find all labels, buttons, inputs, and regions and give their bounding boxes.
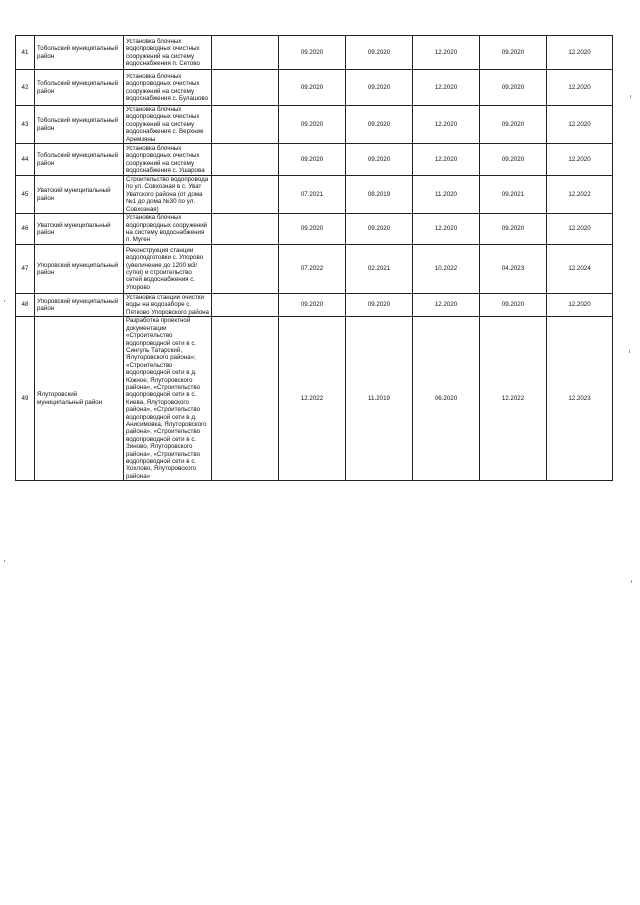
date-cell-2: 09.2020 bbox=[346, 214, 413, 245]
row-number: 45 bbox=[16, 176, 35, 214]
date-cell-2: 11.2019 bbox=[346, 317, 413, 481]
date-cell-3: 12.2020 bbox=[413, 36, 480, 70]
scan-artifact bbox=[631, 580, 632, 583]
table-body bbox=[16, 36, 613, 481]
row-number: 42 bbox=[16, 70, 35, 106]
date-cell-4: 12.2022 bbox=[480, 317, 547, 481]
row-number: 48 bbox=[16, 294, 35, 317]
date-cell-1: 09.2020 bbox=[279, 106, 346, 144]
date-cell-4: 09.2020 bbox=[480, 294, 547, 317]
scan-artifact bbox=[4, 560, 5, 562]
date-cell-3: 12.2020 bbox=[413, 294, 480, 317]
date-cell-1: 12.2022 bbox=[279, 317, 346, 481]
date-cell-4: 09.2020 bbox=[480, 70, 547, 106]
empty-cell bbox=[212, 176, 279, 214]
date-cell-5: 12.2023 bbox=[547, 317, 613, 481]
date-cell-2: 02.2021 bbox=[346, 245, 413, 294]
table-row bbox=[16, 70, 613, 106]
scan-artifact bbox=[629, 350, 630, 353]
description-cell: Установка блочных водопроводных очистных сооружений на систему водоснабжения с. Ушарова bbox=[124, 144, 212, 176]
date-cell-3: 12.2020 bbox=[413, 70, 480, 106]
district-cell: Ялуторовский муниципальный район bbox=[35, 317, 124, 481]
date-cell-5: 12.2020 bbox=[547, 36, 613, 70]
date-cell-4: 09.2020 bbox=[480, 144, 547, 176]
scan-artifact bbox=[4, 300, 5, 302]
description-cell: Установка блочных водопроводных сооружений на систему водоснабжения п. Муген bbox=[124, 214, 212, 245]
date-cell-5: 12.2020 bbox=[547, 106, 613, 144]
date-cell-3: 10.2022 bbox=[413, 245, 480, 294]
date-cell-3: 12.2020 bbox=[413, 106, 480, 144]
date-cell-1: 09.2020 bbox=[279, 294, 346, 317]
row-number: 47 bbox=[16, 245, 35, 294]
date-cell-2: 09.2020 bbox=[346, 106, 413, 144]
empty-cell bbox=[212, 36, 279, 70]
date-cell-3: 12.2020 bbox=[413, 144, 480, 176]
table-row bbox=[16, 214, 613, 245]
table-row bbox=[16, 176, 613, 214]
district-cell: Уватский муниципальный район bbox=[35, 176, 124, 214]
description-cell: Реконструкция станции водоподготовки с. Упорово (увеличение до 1200 м3/сутки) и строительство сетей водоснабжения с. Упорово bbox=[124, 245, 212, 294]
row-number: 41 bbox=[16, 36, 35, 70]
date-cell-5: 12.2020 bbox=[547, 214, 613, 245]
description-cell: Установка станции очистки воды на водозаборе с. Пятково Упоровского района bbox=[124, 294, 212, 317]
table-row bbox=[16, 144, 613, 176]
date-cell-1: 07.2021 bbox=[279, 176, 346, 214]
schedule-table bbox=[15, 35, 613, 481]
date-cell-1: 09.2020 bbox=[279, 36, 346, 70]
description-cell: Строительство водопровода по ул. Совхозная в с. Уват Уватского района (от дома №1 до дома №30 по ул. Совхозная) bbox=[124, 176, 212, 214]
empty-cell bbox=[212, 214, 279, 245]
row-number: 49 bbox=[16, 317, 35, 481]
district-cell: Тобольский муниципальный район bbox=[35, 144, 124, 176]
date-cell-1: 09.2020 bbox=[279, 144, 346, 176]
description-cell: Разработка проектной документации «Строительство водопроводной сети в с. Сингуль Татарский, Ялуторовского района»; «Строительство водопроводной сети в д. Южное, Ялуторовского района», «Строительство водопроводной сети в с. Киева, Ялуторовского района», «Строительство водопроводной сети в д. Анисимовка, Ялуторовского района», «Строительство водопроводной сети в с. Зиново, Ялуторовского района», «Строительство водопроводной сети в с. Хохлово, Ялуторовского района» bbox=[124, 317, 212, 481]
district-cell: Тобольский муниципальный район bbox=[35, 70, 124, 106]
empty-cell bbox=[212, 106, 279, 144]
date-cell-5: 12.2020 bbox=[547, 294, 613, 317]
row-number: 43 bbox=[16, 106, 35, 144]
description-cell: Установка блочных водопроводных очистных сооружений на систему водоснабжения с. Булашово bbox=[124, 70, 212, 106]
row-number: 46 bbox=[16, 214, 35, 245]
date-cell-2: 08.2019 bbox=[346, 176, 413, 214]
table-row bbox=[16, 106, 613, 144]
district-cell: Тобольский муниципальный район bbox=[35, 36, 124, 70]
date-cell-4: 09.2020 bbox=[480, 214, 547, 245]
date-cell-5: 12.2022 bbox=[547, 176, 613, 214]
table-row bbox=[16, 317, 613, 481]
date-cell-2: 09.2020 bbox=[346, 36, 413, 70]
description-cell: Установка блочных водопроводных очистных сооружений на систему водоснабжения с. Верхние Аремзяны bbox=[124, 106, 212, 144]
description-cell: Установка блочных водопроводных очистных сооружений на систему водоснабжения п. Сетово bbox=[124, 36, 212, 70]
date-cell-1: 09.2020 bbox=[279, 214, 346, 245]
empty-cell bbox=[212, 294, 279, 317]
date-cell-2: 09.2020 bbox=[346, 144, 413, 176]
empty-cell bbox=[212, 245, 279, 294]
empty-cell bbox=[212, 317, 279, 481]
date-cell-1: 09.2020 bbox=[279, 70, 346, 106]
date-cell-5: 12.2020 bbox=[547, 70, 613, 106]
date-cell-1: 07.2022 bbox=[279, 245, 346, 294]
date-cell-3: 06.2020 bbox=[413, 317, 480, 481]
row-number: 44 bbox=[16, 144, 35, 176]
empty-cell bbox=[212, 144, 279, 176]
date-cell-5: 12.2020 bbox=[547, 144, 613, 176]
district-cell: Уватский муниципальный район bbox=[35, 214, 124, 245]
scan-artifact bbox=[630, 95, 631, 98]
table-row bbox=[16, 245, 613, 294]
district-cell: Тобольский муниципальный район bbox=[35, 106, 124, 144]
date-cell-4: 04.2023 bbox=[480, 245, 547, 294]
date-cell-4: 09.2020 bbox=[480, 36, 547, 70]
date-cell-2: 09.2020 bbox=[346, 70, 413, 106]
empty-cell bbox=[212, 70, 279, 106]
date-cell-3: 11.2020 bbox=[413, 176, 480, 214]
date-cell-4: 09.2021 bbox=[480, 176, 547, 214]
district-cell: Упоровский муниципальный район bbox=[35, 294, 124, 317]
district-cell: Упоровский муниципальный район bbox=[35, 245, 124, 294]
table-row bbox=[16, 36, 613, 70]
date-cell-3: 12.2020 bbox=[413, 214, 480, 245]
date-cell-4: 09.2020 bbox=[480, 106, 547, 144]
date-cell-5: 12.2024 bbox=[547, 245, 613, 294]
date-cell-2: 09.2020 bbox=[346, 294, 413, 317]
table-row bbox=[16, 294, 613, 317]
